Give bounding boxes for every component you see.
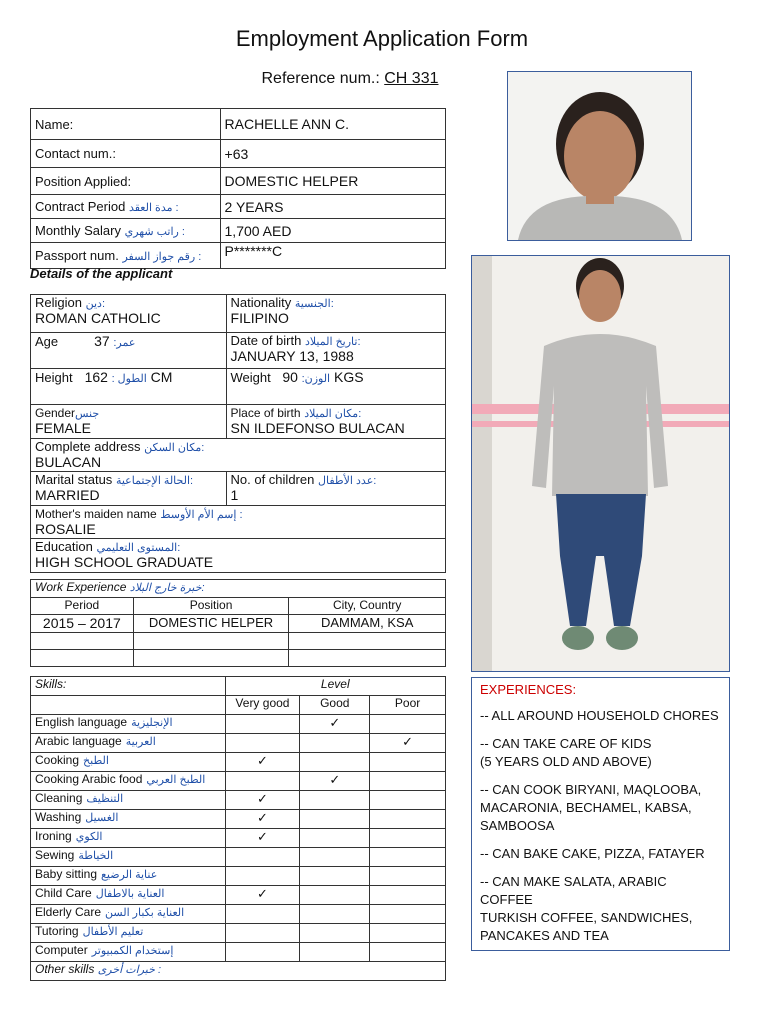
work-city: DAMMAM, KSA (289, 615, 446, 633)
gender-value: FEMALE (35, 420, 92, 436)
details-heading: Details of the applicant (30, 266, 173, 281)
empty-cell (133, 650, 289, 667)
checkmark-icon: ✓ (256, 886, 268, 901)
skill-level-poor (370, 867, 446, 886)
skill-name-ar: الغسيل (85, 812, 119, 824)
skill-name-cell (31, 924, 226, 943)
skill-name: Cleaning (35, 791, 83, 805)
skill-level-poor (370, 848, 446, 867)
weight-label: Weight (230, 370, 271, 385)
skill-name-cell (31, 848, 226, 867)
skill-name: Baby sitting (35, 867, 98, 881)
skill-level-very-good (225, 943, 300, 962)
skill-level-poor (370, 886, 446, 905)
religion-label-ar: دين: (85, 298, 106, 310)
skill-level-poor (370, 905, 446, 924)
other-skills-cell (31, 962, 446, 981)
skill-name-cell (31, 905, 226, 924)
skill-level-very-good (225, 772, 300, 791)
skill-level-poor (370, 943, 446, 962)
skill-level-very-good (225, 715, 300, 734)
skill-name-ar: التنظيف (86, 793, 124, 805)
skill-name-ar: الطبخ العربي (146, 774, 206, 786)
skill-name: Washing (35, 810, 82, 824)
skills-table (30, 676, 446, 981)
table-row (31, 810, 446, 829)
skill-name: Cooking (35, 753, 80, 767)
address-value: BULACAN (35, 454, 102, 470)
col-good: Good (300, 696, 370, 715)
pob-value: SN ILDEFONSO BULACAN (230, 420, 405, 436)
table-row (31, 734, 446, 753)
skill-name-cell (31, 734, 226, 753)
skill-name-cell (31, 943, 226, 962)
skills-heading: Skills: (31, 677, 226, 696)
height-label-ar: الطول : (111, 373, 147, 385)
experience-item: -- CAN MAKE SALATA, ARABIC COFFEE TURKISH COFFEE, SANDWICHES, PANCAKES AND TEA (480, 874, 693, 943)
religion-cell (31, 295, 227, 333)
weight-value: 90 KGS (282, 369, 364, 385)
personal-info-table (30, 108, 446, 269)
pob-label-ar: مكان الميلاد: (304, 408, 362, 420)
skill-name-ar: العناية بالاطفال (95, 888, 165, 900)
marital-label: Marital status (35, 472, 113, 487)
table-row (31, 905, 446, 924)
height-value: 162 CM (84, 369, 173, 385)
skill-level-poor (370, 924, 446, 943)
experience-item: -- CAN BAKE CAKE, PIZZA, FATAYER (480, 846, 705, 861)
dob-label-ar: تاريخ الميلاد: (304, 336, 361, 348)
skill-name-cell (31, 772, 226, 791)
passport-label: Passport num. (35, 248, 119, 263)
table-row (31, 867, 446, 886)
marital-cell (31, 472, 227, 506)
marital-label-ar: الحالة الإجتماعية: (115, 475, 194, 487)
skill-name: Elderly Care (35, 905, 102, 919)
checkmark-icon: ✓ (402, 734, 414, 749)
nationality-label: Nationality (230, 295, 292, 310)
skill-level-poor (370, 753, 446, 772)
age-cell (31, 333, 227, 369)
contract-label-ar: مدة العقد : (128, 202, 179, 214)
contract-label: Contract Period (35, 199, 126, 214)
children-label-ar: عدد الأطفال: (317, 475, 377, 487)
table-row (31, 829, 446, 848)
gender-cell (31, 405, 227, 439)
skill-level-good (300, 810, 370, 829)
weight-label-ar: الوزن: (301, 373, 331, 385)
skill-level-good (300, 715, 370, 734)
age-label: Age (35, 334, 59, 349)
education-label-ar: المستوى التعليمي: (96, 542, 181, 554)
work-heading-ar: خبرة خارج البلاد: (129, 582, 205, 594)
skill-level-very-good (225, 905, 300, 924)
education-value: HIGH SCHOOL GRADUATE (35, 554, 214, 570)
gender-label: Gender (35, 406, 76, 420)
skill-name-cell (31, 829, 226, 848)
religion-value: ROMAN CATHOLIC (35, 310, 161, 326)
details-table (30, 294, 446, 573)
skill-level-good (300, 772, 370, 791)
skill-level-very-good (225, 848, 300, 867)
skill-name: English language (35, 715, 128, 729)
children-cell (226, 472, 445, 506)
table-row (31, 791, 446, 810)
height-label: Height (35, 370, 73, 385)
skill-level-very-good (225, 753, 300, 772)
reference-value: CH 331 (384, 70, 439, 87)
skill-name-cell (31, 810, 226, 829)
work-heading-cell (31, 580, 446, 598)
skill-level-poor (370, 791, 446, 810)
skill-level-very-good (225, 886, 300, 905)
dob-label: Date of birth (230, 333, 302, 348)
skill-level-good (300, 943, 370, 962)
skill-level-good (300, 924, 370, 943)
marital-value: MARRIED (35, 487, 100, 503)
table-row (31, 715, 446, 734)
weight-cell (226, 369, 445, 405)
skill-level-very-good (225, 924, 300, 943)
skill-level-very-good (225, 791, 300, 810)
education-label: Education (35, 539, 93, 554)
checkmark-icon: ✓ (329, 772, 341, 787)
checkmark-icon: ✓ (256, 829, 268, 844)
full-body-photo-drawing (472, 256, 729, 671)
skill-level-good (300, 734, 370, 753)
name-label: Name: (31, 109, 221, 140)
education-cell (31, 539, 446, 573)
children-value: 1 (230, 487, 239, 503)
form-title: Employment Application Form (235, 26, 529, 51)
skill-name-cell (31, 867, 226, 886)
table-row (31, 886, 446, 905)
passport-label-ar: رقم جواز السفر : (122, 251, 202, 263)
skill-level-poor (370, 734, 446, 753)
position-value: DOMESTIC HELPER (220, 168, 445, 195)
pob-label: Place of birth (230, 406, 301, 420)
address-cell (31, 439, 446, 472)
height-cell (31, 369, 227, 405)
skill-level-good (300, 867, 370, 886)
skill-name-cell (31, 753, 226, 772)
nationality-value: FILIPINO (230, 310, 289, 326)
contact-label: Contact num.: (31, 140, 221, 168)
empty-cell (31, 633, 134, 650)
skill-level-very-good (225, 829, 300, 848)
experience-item: -- CAN TAKE CARE OF KIDS (5 YEARS OLD AND ABOVE) (480, 736, 652, 769)
col-poor: Poor (370, 696, 446, 715)
position-label: Position Applied: (31, 168, 221, 195)
contact-value: +63 (220, 140, 445, 168)
skill-name: Sewing (35, 848, 75, 862)
skill-name: Cooking Arabic food (35, 772, 143, 786)
skill-name-ar: الكوي (75, 831, 103, 843)
skill-name-cell (31, 791, 226, 810)
maiden-name-cell (31, 506, 446, 539)
portrait-photo (507, 71, 692, 241)
skill-name: Ironing (35, 829, 72, 843)
experiences-heading: EXPERIENCES: (480, 682, 577, 697)
skill-level-poor (370, 810, 446, 829)
work-position: DOMESTIC HELPER (133, 615, 289, 633)
salary-label-ar: راتب شهري : (124, 226, 185, 238)
skill-name-cell (31, 715, 226, 734)
skills-rows (31, 715, 446, 962)
checkmark-icon: ✓ (256, 810, 268, 825)
level-heading: Level (225, 677, 445, 696)
skill-level-good (300, 791, 370, 810)
skill-name: Child Care (35, 886, 92, 900)
portrait-photo-drawing (508, 72, 691, 240)
work-experience-table (30, 579, 446, 667)
col-position: Position (133, 598, 289, 615)
skill-name-ar: الإنجليزية (131, 717, 173, 729)
work-period: 2015 – 2017 (31, 615, 134, 633)
skill-level-very-good (225, 734, 300, 753)
col-very-good: Very good (225, 696, 300, 715)
nationality-cell (226, 295, 445, 333)
experience-item: -- ALL AROUND HOUSEHOLD CHORES (480, 708, 719, 723)
skill-level-poor (370, 715, 446, 734)
skill-level-good (300, 905, 370, 924)
checkmark-icon: ✓ (256, 753, 268, 768)
table-row (31, 650, 446, 667)
skill-level-very-good (225, 810, 300, 829)
table-row (31, 848, 446, 867)
passport-label-cell (31, 243, 221, 269)
maiden-name-label: Mother's maiden name (35, 507, 157, 521)
col-city: City, Country (289, 598, 446, 615)
salary-value: 1,700 AED (220, 219, 445, 243)
table-row (31, 633, 446, 650)
skill-level-good (300, 753, 370, 772)
table-row (31, 753, 446, 772)
skill-level-poor (370, 829, 446, 848)
name-value: RACHELLE ANN C. (220, 109, 445, 140)
age-value: 37 (94, 333, 110, 349)
other-skills-label: Other skills (35, 962, 95, 976)
salary-label: Monthly Salary (35, 223, 121, 238)
table-row (31, 772, 446, 791)
gender-label-ar: جنس (75, 408, 100, 420)
skill-name: Computer (35, 943, 88, 957)
address-label-ar: مكان السكن: (144, 442, 205, 454)
pob-cell (226, 405, 445, 439)
maiden-name-label-ar: إسم الأم الأوسط : (160, 509, 243, 521)
skill-name-ar: عناية الرضيع (101, 869, 158, 881)
skill-name-ar: العربية (125, 736, 156, 748)
dob-value: JANUARY 13, 1988 (230, 348, 354, 364)
reference-label: Reference num.: (261, 70, 380, 87)
skill-name-ar: تعليم الأطفال (82, 926, 144, 938)
reference-number (200, 70, 500, 88)
dob-cell (226, 333, 445, 369)
skill-name-ar: إستخدام الكمبيوتر (91, 945, 174, 957)
age-label-ar: عمر: (113, 337, 136, 349)
empty-cell (289, 650, 446, 667)
skill-name: Arabic language (35, 734, 122, 748)
skill-level-very-good (225, 867, 300, 886)
col-period: Period (31, 598, 134, 615)
other-skills-label-ar: خبرات أخرى : (97, 964, 162, 976)
table-row (31, 924, 446, 943)
experience-item: -- CAN COOK BIRYANI, MAQLOOBA, MACARONIA, BECHAMEL, KABSA, SAMBOOSA (480, 782, 702, 833)
skill-name-ar: الخياطة (78, 850, 114, 862)
contract-value: 2 YEARS (220, 195, 445, 219)
empty-cell (289, 633, 446, 650)
salary-label-cell (31, 219, 221, 243)
checkmark-icon: ✓ (329, 715, 341, 730)
empty-cell (133, 633, 289, 650)
maiden-name-value: ROSALIE (35, 521, 96, 537)
checkmark-icon: ✓ (256, 791, 268, 806)
table-row (31, 615, 446, 633)
work-heading: Work Experience (35, 580, 127, 594)
skill-name-cell (31, 886, 226, 905)
contract-label-cell (31, 195, 221, 219)
experiences-box (471, 677, 730, 951)
full-body-photo (471, 255, 730, 672)
empty-cell (31, 650, 134, 667)
nationality-label-ar: الجنسية: (294, 298, 334, 310)
address-label: Complete address (35, 439, 141, 454)
skill-level-good (300, 848, 370, 867)
skill-name: Tutoring (35, 924, 79, 938)
skill-level-poor (370, 772, 446, 791)
empty-cell (31, 696, 226, 715)
skill-level-good (300, 829, 370, 848)
religion-label: Religion (35, 295, 82, 310)
passport-value: P*******C (220, 243, 445, 269)
skill-name-ar: الطبخ (83, 755, 109, 767)
skill-level-good (300, 886, 370, 905)
skill-name-ar: العناية بكبار السن (105, 907, 185, 919)
table-row (31, 943, 446, 962)
children-label: No. of children (230, 472, 315, 487)
